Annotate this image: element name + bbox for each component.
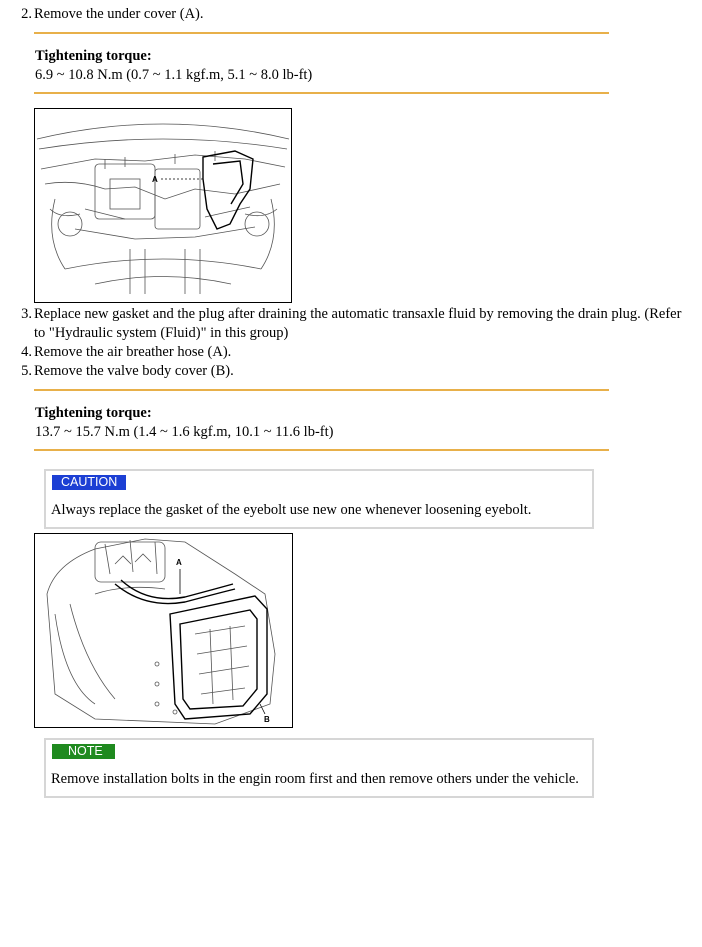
torque-value: 6.9 ~ 10.8 N.m (0.7 ~ 1.1 kgf.m, 5.1 ~ 8.0 lb-ft) — [35, 67, 313, 83]
torque-header: Tightening torque: — [35, 405, 152, 421]
label-b: B — [264, 715, 270, 724]
step-number: 3. — [21, 306, 32, 322]
step-text: Replace new gasket and the plug after draining the automatic transaxle fluid by removing the drain plug. (Refer to "Hydraulic system (Fluid)" in this group) — [34, 306, 682, 341]
label-a: A — [152, 175, 158, 184]
label-a: A — [176, 558, 182, 567]
step-4 — [0, 343, 690, 362]
valve-body-diagram — [34, 533, 293, 728]
step-text: Remove the air breather hose (A). — [34, 344, 232, 360]
step-text: Remove the under cover (A). — [34, 6, 204, 22]
torque-header: Tightening torque: — [35, 48, 152, 64]
step-number: 2. — [21, 6, 32, 22]
under-cover-diagram — [34, 108, 292, 303]
note-badge: NOTE — [52, 744, 115, 759]
torque-spec-1 — [34, 32, 609, 94]
note-notice — [44, 738, 594, 798]
step-2 — [0, 5, 690, 24]
step-text: Remove the valve body cover (B). — [34, 363, 234, 379]
note-text: Remove installation bolts in the engin room first and then remove others under the vehicle. — [51, 771, 579, 787]
torque-spec-2 — [34, 389, 609, 451]
torque-value: 13.7 ~ 15.7 N.m (1.4 ~ 1.6 kgf.m, 10.1 ~ 11.6 lb-ft) — [35, 424, 334, 440]
step-3 — [0, 305, 690, 343]
under-cover-illustration — [35, 109, 291, 302]
caution-notice — [44, 469, 594, 529]
caution-text: Always replace the gasket of the eyebolt use new one whenever loosening eyebolt. — [51, 502, 532, 518]
step-number: 5. — [21, 363, 32, 379]
valve-body-illustration — [35, 534, 292, 727]
step-5 — [0, 362, 690, 381]
caution-badge: CAUTION — [52, 475, 126, 490]
step-number: 4. — [21, 344, 32, 360]
